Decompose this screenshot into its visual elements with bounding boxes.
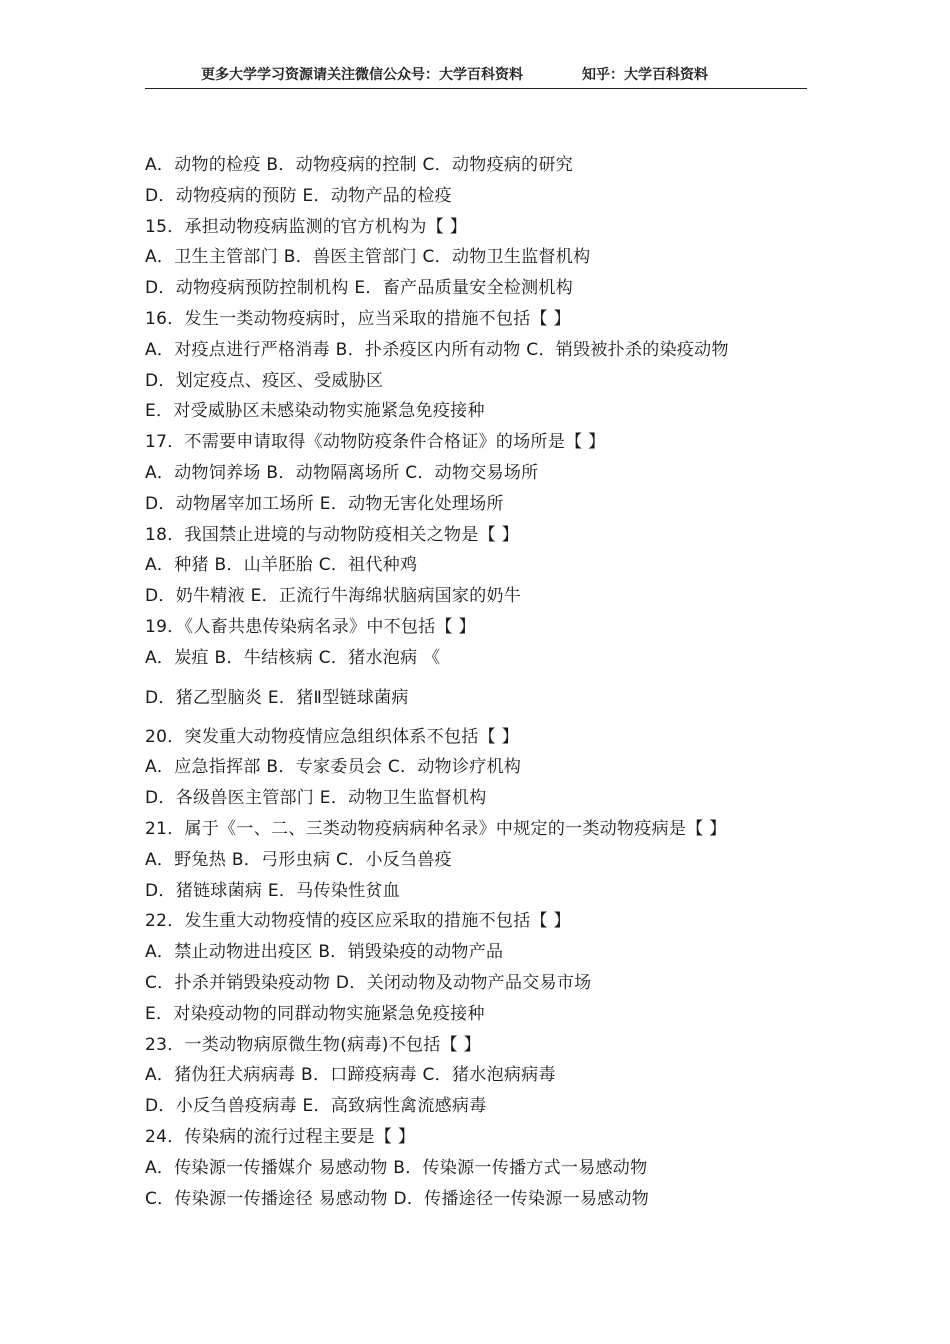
text-line: A．传染源一传播媒介 易感动物 B．传染源一传播方式一易感动物 — [145, 1157, 648, 1178]
question-22: 22．发生重大动物疫情的疫区应采取的措施不包括【 】 — [145, 911, 571, 932]
question-18: 18．我国禁止进境的与动物防疫相关之物是【 】 — [145, 524, 519, 545]
text-line: D．各级兽医主管部门 E．动物卫生监督机构 — [145, 788, 487, 809]
question-24: 24．传染病的流行过程主要是【 】 — [145, 1126, 416, 1147]
question-21: 21．属于《一、二、三类动物疫病病种名录》中规定的一类动物疫病是【 】 — [145, 818, 727, 839]
text-line: E．对染疫动物的同群动物实施紧急免疫接种 — [145, 1003, 485, 1024]
text-line: E．对受威胁区未感染动物实施紧急免疫接种 — [145, 401, 485, 422]
question-list — [145, 150, 815, 1214]
question-23: 23．一类动物病原微生物(病毒)不包括【 】 — [145, 1034, 481, 1055]
question-17: 17．不需要申请取得《动物防疫条件合格证》的场所是【 】 — [145, 432, 606, 453]
text-line: C．传染源一传播途径 易感动物 D．传播途径一传染源一易感动物 — [145, 1188, 650, 1209]
text-line: D．猪链球菌病 E．马传染性贫血 — [145, 880, 401, 901]
question-20: 20．突发重大动物疫情应急组织体系不包括【 】 — [145, 726, 519, 747]
text-line: D．小反刍兽疫病毒 E．高致病性禽流感病毒 — [145, 1096, 487, 1117]
header-wechat-notice: 更多大学学习资源请关注微信公众号：大学百科资料 — [201, 67, 523, 83]
text-line: C．扑杀并销毁染疫动物 D．关闭动物及动物产品交易市场 — [145, 972, 592, 993]
question-19: 19．《人畜共患传染病名录》中不包括【 】 — [145, 616, 476, 637]
text-line: A．卫生主管部门 B．兽医主管部门 C．动物卫生监督机构 — [145, 247, 591, 268]
page-header — [145, 62, 807, 89]
text-line: A．炭疽 B．牛结核病 C．猪水泡病 《 — [145, 647, 441, 668]
text-line: A．动物的检疫 B．动物疫病的控制 C．动物疫病的研究 — [145, 155, 574, 175]
text-line: D．猪乙型脑炎 E．猪Ⅱ型链球菌病 — [145, 687, 409, 708]
text-line: D．动物屠宰加工场所 E．动物无害化处理场所 — [145, 493, 504, 514]
text-line: A．野兔热 B．弓形虫病 C．小反刍兽疫 — [145, 849, 452, 870]
text-line: A．种猪 B．山羊胚胎 C．祖代种鸡 — [145, 555, 418, 576]
text-line: A．应急指挥部 B．专家委员会 C．动物诊疗机构 — [145, 757, 522, 778]
question-16: 16．发生一类动物疫病时，应当采取的措施不包括【 】 — [145, 308, 571, 329]
question-15: 15．承担动物疫病监测的官方机构为【 】 — [145, 216, 468, 237]
text-line: D．划定疫点、疫区、受威胁区 — [145, 370, 384, 391]
text-line: D．奶牛精液 E．正流行牛海绵状脑病国家的奶牛 — [145, 586, 522, 607]
text-line: A．对疫点进行严格消毒 B．扑杀疫区内所有动物 C．销毁被扑杀的染疫动物 — [145, 339, 729, 360]
text-line: D．动物疫病预防控制机构 E．畜产品质量安全检测机构 — [145, 278, 574, 299]
text-line: A．动物饲养场 B．动物隔离场所 C．动物交易场所 — [145, 462, 539, 483]
text-line: A．猪伪狂犬病病毒 B．口蹄疫病毒 C．猪水泡病病毒 — [145, 1065, 556, 1086]
header-zhihu-notice: 知乎：大学百科资料 — [582, 67, 708, 83]
text-line: A．禁止动物进出疫区 B．销毁染疫的动物产品 — [145, 942, 504, 963]
text-line: D．动物疫病的预防 E．动物产品的检疫 — [145, 185, 452, 206]
